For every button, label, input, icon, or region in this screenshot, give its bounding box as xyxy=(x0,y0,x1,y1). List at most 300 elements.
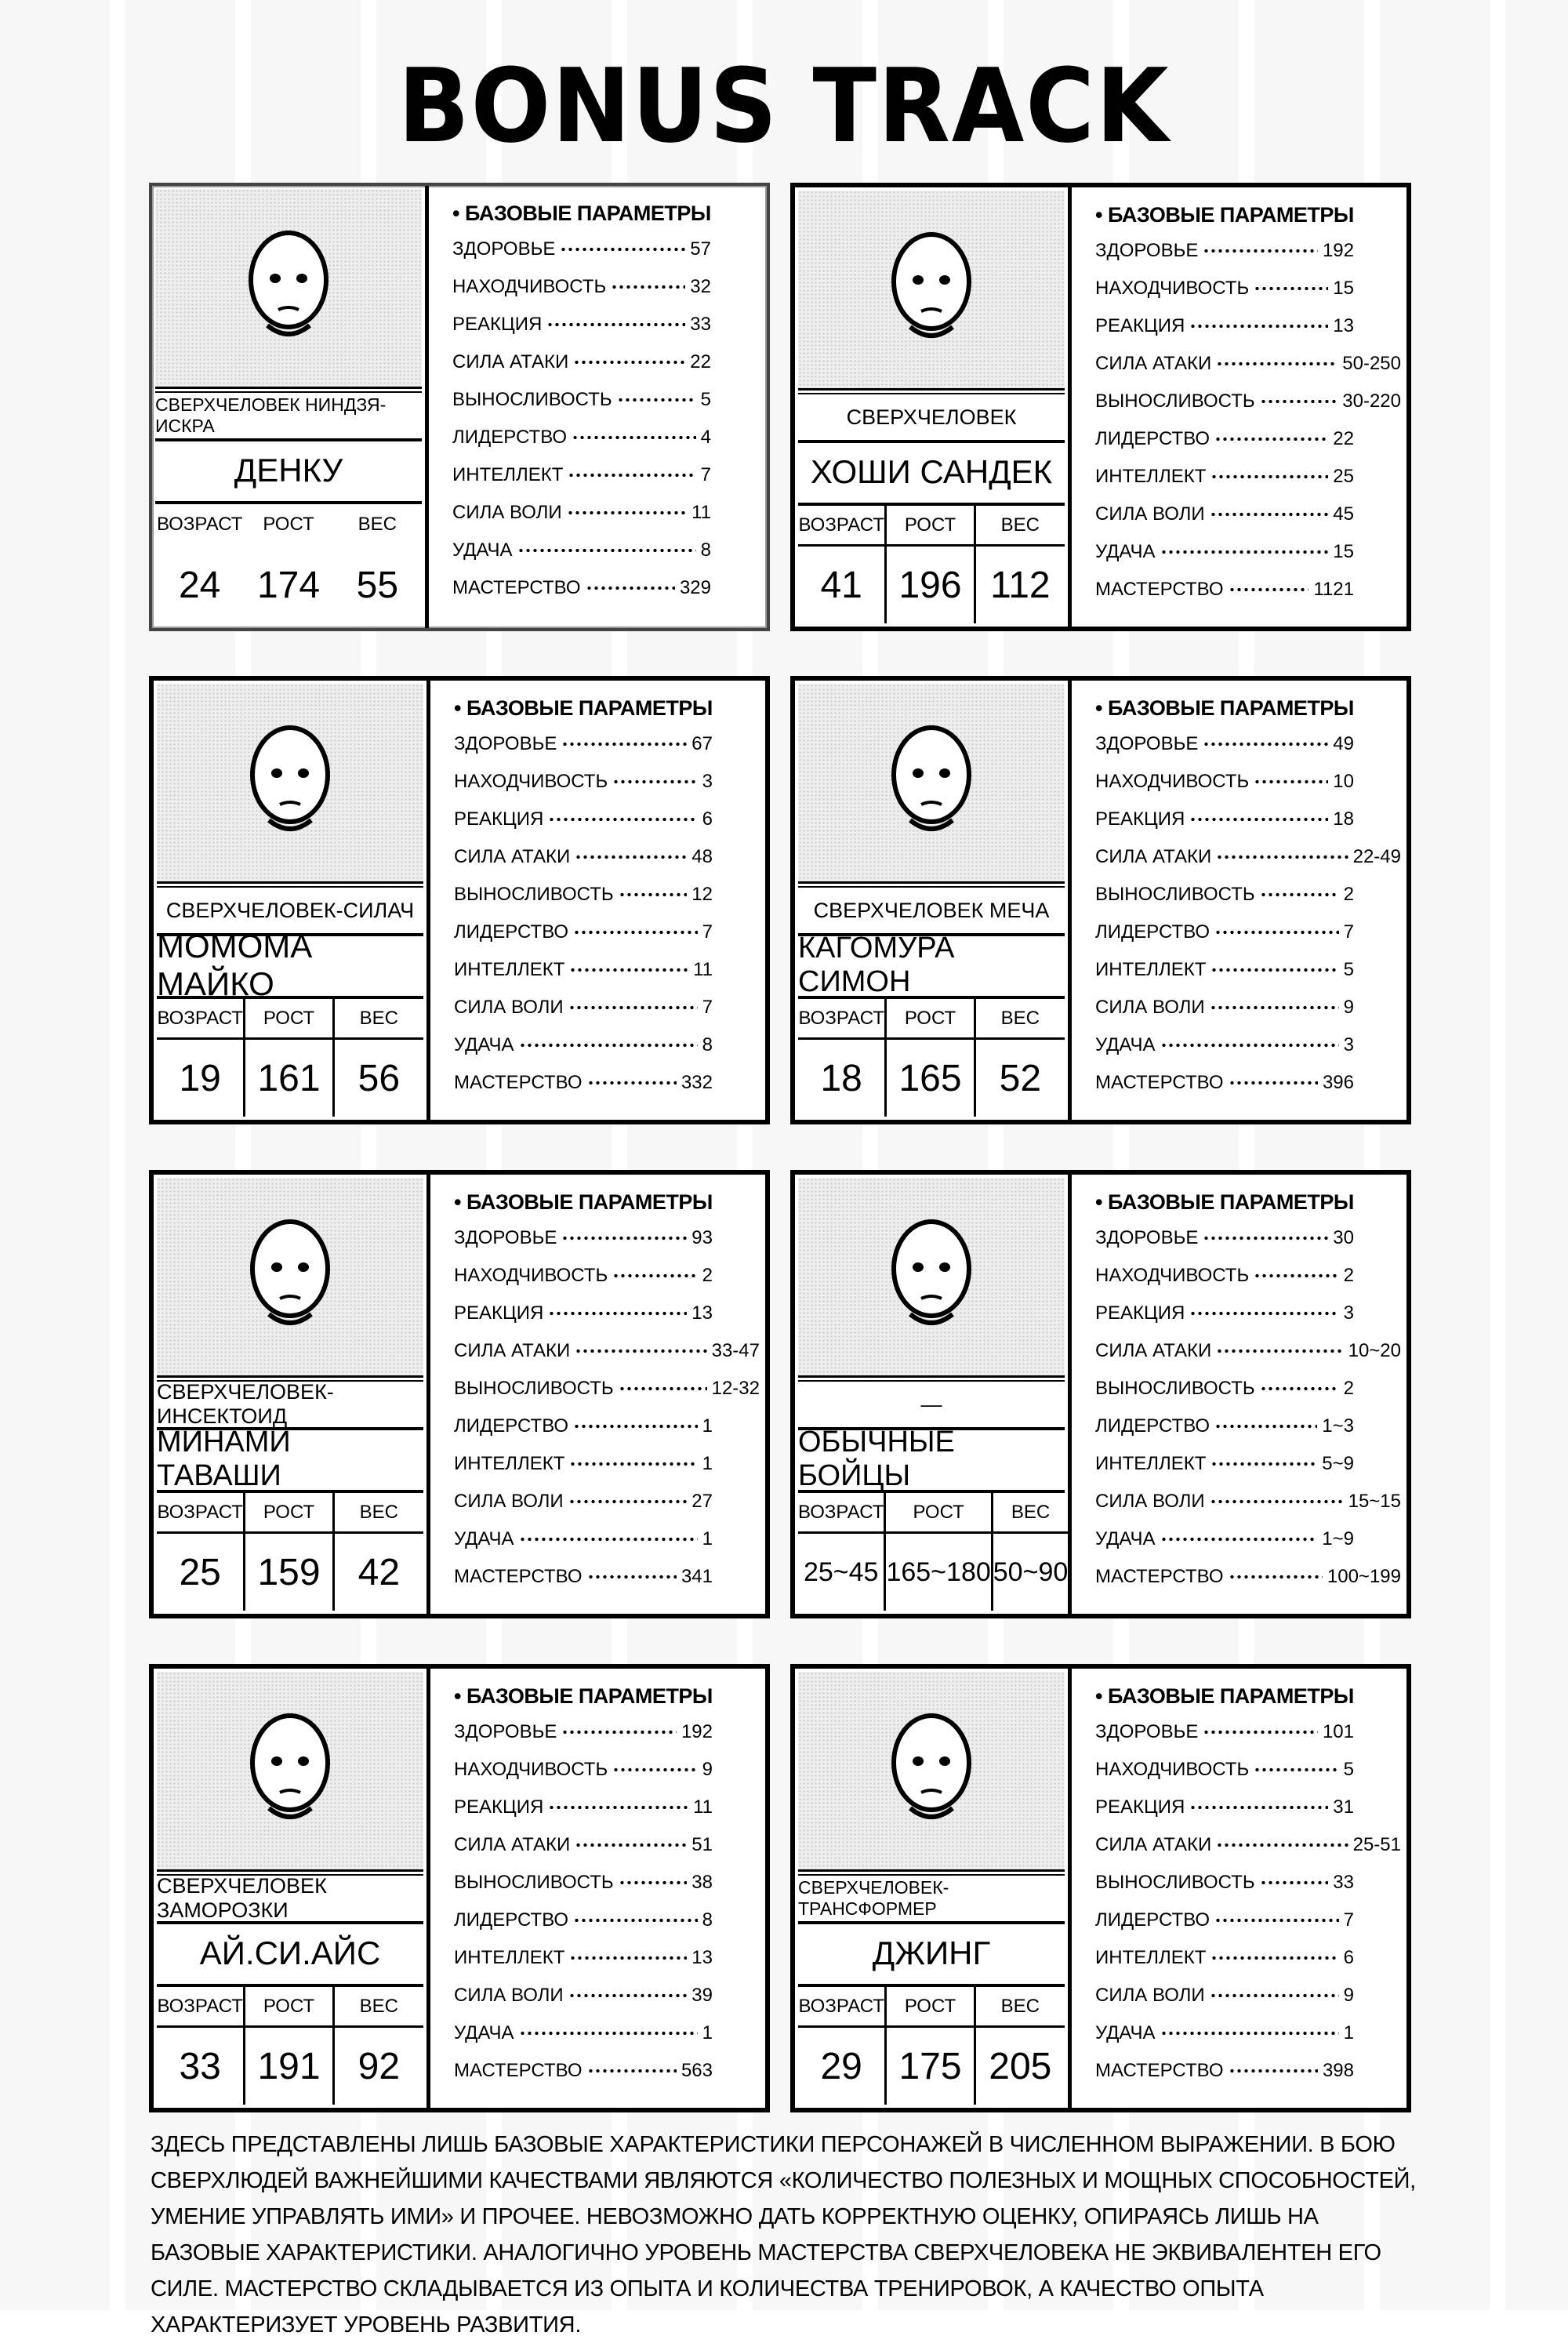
stat-value: 4 xyxy=(700,427,711,448)
body-metrics xyxy=(798,999,1065,1117)
stat-row xyxy=(1095,1370,1354,1408)
height-value: 174 xyxy=(256,564,321,606)
base-parameters-panel xyxy=(430,1175,765,1614)
dot-leader xyxy=(560,247,685,252)
portrait xyxy=(157,684,423,884)
body-metrics xyxy=(798,1987,1065,2105)
stat-value: 8 xyxy=(702,1034,713,1055)
stat-value: 9 xyxy=(1343,1985,1354,2006)
stat-label: ЗДОРОВЬЕ xyxy=(452,238,556,260)
stat-row xyxy=(452,569,711,607)
stat-label: МАСТЕРСТВО xyxy=(454,2060,583,2081)
role-label: СВЕРХЧЕЛОВЕК НИНДЗЯ-ИСКРА xyxy=(155,391,422,441)
base-parameters-panel xyxy=(429,186,767,628)
dot-leader xyxy=(1260,892,1339,897)
portrait xyxy=(157,1178,423,1378)
stat-row xyxy=(454,1713,713,1751)
dot-leader xyxy=(575,855,687,859)
stat-value: 11 xyxy=(693,1796,713,1818)
stat-value: 1121 xyxy=(1313,579,1354,600)
stat-label: УДАЧА xyxy=(454,1034,514,1055)
stat-row xyxy=(1095,801,1354,838)
dot-leader xyxy=(1210,512,1329,517)
stat-row xyxy=(1095,270,1354,307)
stat-row xyxy=(454,1902,713,1939)
role-label: СВЕРХЧЕЛОВЕК-ТРАНСФОРМЕР xyxy=(798,1874,1065,1924)
stat-label: ЗДОРОВЬЕ xyxy=(454,733,557,754)
stat-row xyxy=(1095,1064,1354,1102)
stat-label: ИНТЕЛЛЕКТ xyxy=(454,1453,565,1474)
weight-label: ВЕС xyxy=(335,1493,423,1534)
stat-label: СИЛА ВОЛИ xyxy=(1095,503,1205,525)
dot-leader xyxy=(519,1043,698,1048)
stat-value: 6 xyxy=(702,808,713,830)
dot-leader xyxy=(1216,1843,1348,1847)
dot-leader xyxy=(619,1880,688,1885)
stat-label: ЛИДЕРСТВО xyxy=(1095,1415,1210,1437)
stat-list xyxy=(454,1219,765,1596)
weight-label: ВЕС xyxy=(993,1493,1069,1534)
stat-label: ЛИДЕРСТВО xyxy=(454,921,569,943)
stat-value: 39 xyxy=(691,1985,713,2006)
stat-value: 12 xyxy=(691,884,713,905)
weight-value: 52 xyxy=(999,1057,1042,1099)
stat-row xyxy=(454,1257,713,1295)
stat-value: 93 xyxy=(691,1227,713,1248)
stat-value: 13 xyxy=(691,1947,713,1968)
stat-label: ИНТЕЛЛЕКТ xyxy=(1095,1453,1207,1474)
stat-value: 5~9 xyxy=(1322,1453,1354,1474)
dot-leader xyxy=(1160,1537,1318,1542)
stat-row xyxy=(454,1064,713,1102)
dot-leader xyxy=(1210,1956,1338,1960)
stat-label: СИЛА АТАКИ xyxy=(454,1340,571,1361)
stat-row xyxy=(452,268,711,306)
stat-row xyxy=(452,532,711,569)
stat-value: 3 xyxy=(702,771,713,792)
dot-leader xyxy=(568,1499,688,1504)
dot-leader xyxy=(1254,779,1328,784)
stat-label: МАСТЕРСТВО xyxy=(1095,579,1224,600)
dot-leader xyxy=(1203,742,1328,746)
ninja-helmet-lightning-face-icon xyxy=(230,217,347,358)
dot-leader xyxy=(612,1767,697,1772)
stat-value: 9 xyxy=(1343,997,1354,1018)
stat-label: РЕАКЦИЯ xyxy=(452,314,543,335)
stat-row xyxy=(454,1445,713,1483)
character-name: АЙ.СИ.АЙС xyxy=(157,1923,423,1987)
dot-leader xyxy=(1160,2031,1339,2036)
stat-row xyxy=(1095,2052,1354,2090)
girl-braids-face-icon xyxy=(231,712,349,853)
dot-leader xyxy=(1210,1993,1339,1998)
character-card-6 xyxy=(790,1170,1411,1618)
stat-label: ЛИДЕРСТВО xyxy=(1095,921,1210,943)
weight-label: ВЕС xyxy=(976,506,1065,547)
dot-leader xyxy=(548,817,697,822)
stat-row xyxy=(1095,1902,1354,1939)
stat-row xyxy=(1095,951,1354,989)
stat-label: ВЫНОСЛИВОСТЬ xyxy=(454,1872,614,1893)
params-header: • БАЗОВЫЕ ПАРАМЕТРЫ xyxy=(1095,696,1354,720)
dot-leader xyxy=(548,1805,688,1810)
stat-row xyxy=(1095,232,1354,270)
dot-leader xyxy=(587,1575,677,1579)
stat-value: 329 xyxy=(679,577,711,598)
stat-list xyxy=(454,725,765,1102)
dot-leader xyxy=(569,1462,697,1466)
stat-row xyxy=(1095,345,1401,383)
stat-row xyxy=(454,951,713,989)
dot-leader xyxy=(1254,286,1328,291)
dot-leader xyxy=(1254,1767,1338,1772)
dot-leader xyxy=(1189,1805,1328,1810)
stat-value: 33 xyxy=(690,314,711,335)
base-parameters-panel xyxy=(430,1669,765,2108)
stat-label: МАСТЕРСТВО xyxy=(1095,1072,1224,1093)
body-metrics xyxy=(798,506,1065,623)
stat-label: СИЛА АТАКИ xyxy=(1095,1834,1212,1855)
stat-value: 27 xyxy=(691,1491,713,1512)
stat-value: 1~3 xyxy=(1322,1415,1354,1437)
character-name: КАГОМУРА СИМОН xyxy=(798,935,1065,999)
stat-row xyxy=(1095,533,1354,571)
character-name: МИНАМИ ТАВАШИ xyxy=(157,1429,423,1493)
params-header: • БАЗОВЫЕ ПАРАМЕТРЫ xyxy=(454,696,713,720)
stat-label: УДАЧА xyxy=(1095,1528,1156,1549)
stat-label: ЛИДЕРСТВО xyxy=(454,1415,569,1437)
stat-label: ЗДОРОВЬЕ xyxy=(454,1227,557,1248)
dot-leader xyxy=(1216,361,1338,366)
stat-row xyxy=(1095,307,1354,345)
height-label: РОСТ xyxy=(263,514,314,535)
portrait xyxy=(798,1672,1065,1872)
stat-label: ЛИДЕРСТВО xyxy=(454,1909,569,1931)
stat-value: 3 xyxy=(1343,1034,1354,1055)
stat-label: ВЫНОСЛИВОСТЬ xyxy=(454,1378,614,1399)
dot-leader xyxy=(568,1005,698,1010)
character-card-4 xyxy=(790,676,1411,1124)
character-name: ОБЫЧНЫЕ БОЙЦЫ xyxy=(798,1429,1065,1493)
stat-value: 5 xyxy=(1343,959,1354,980)
stat-label: СИЛА АТАКИ xyxy=(1095,846,1212,867)
stat-value: 1 xyxy=(702,1528,713,1549)
portrait xyxy=(798,191,1065,390)
dot-leader xyxy=(586,586,675,590)
dot-leader xyxy=(519,2031,698,2036)
params-header: • БАЗОВЫЕ ПАРАМЕТРЫ xyxy=(1095,1190,1354,1214)
age-value: 24 xyxy=(178,564,221,606)
stat-value: 2 xyxy=(702,1265,713,1286)
stat-label: НАХОДЧИВОСТЬ xyxy=(454,771,608,792)
stat-row xyxy=(454,1483,713,1520)
stat-value: 25-51 xyxy=(1352,1834,1401,1855)
character-card-8 xyxy=(790,1664,1411,2112)
stat-value: 10 xyxy=(1333,771,1354,792)
stat-value: 48 xyxy=(691,846,713,867)
dot-leader xyxy=(619,1386,707,1391)
dot-leader xyxy=(1210,474,1328,479)
stat-row xyxy=(1095,1520,1354,1558)
stat-value: 18 xyxy=(1333,808,1354,830)
stat-label: ЛИДЕРСТВО xyxy=(1095,428,1210,449)
stat-value: 7 xyxy=(700,464,711,485)
dot-leader xyxy=(1203,249,1318,253)
dot-leader xyxy=(548,1311,687,1316)
stat-value: 25 xyxy=(1333,466,1354,487)
stat-list xyxy=(1095,725,1406,1102)
stat-value: 5 xyxy=(1343,1759,1354,1780)
stat-value: 50-250 xyxy=(1342,353,1401,374)
dot-leader xyxy=(611,285,685,289)
params-header: • БАЗОВЫЕ ПАРАМЕТРЫ xyxy=(454,1190,713,1214)
stat-value: 32 xyxy=(690,276,711,297)
stat-list xyxy=(1095,232,1406,608)
character-name: ХОШИ САНДЕК xyxy=(798,441,1065,506)
stat-row xyxy=(454,763,713,801)
stat-value: 192 xyxy=(681,1721,713,1742)
height-label: РОСТ xyxy=(245,1987,334,2028)
stat-value: 1 xyxy=(702,1453,713,1474)
stat-label: СИЛА ВОЛИ xyxy=(1095,997,1205,1018)
height-value: 191 xyxy=(245,2028,334,2105)
stat-row xyxy=(454,1864,713,1902)
stat-value: 22 xyxy=(1333,428,1354,449)
portrait xyxy=(155,189,422,389)
stat-value: 49 xyxy=(1333,733,1354,754)
profile-panel xyxy=(152,186,429,628)
age-label: ВОЗРАСТ xyxy=(798,506,887,547)
stat-label: МАСТЕРСТВО xyxy=(452,577,581,598)
stat-label: УДАЧА xyxy=(1095,541,1156,562)
body-metrics xyxy=(155,504,422,625)
stat-value: 1 xyxy=(1343,2022,1354,2043)
role-label: СВЕРХЧЕЛОВЕК xyxy=(798,393,1065,443)
dot-leader xyxy=(568,1993,688,1998)
stat-row xyxy=(1095,1713,1354,1751)
dot-leader xyxy=(1189,1311,1338,1316)
stat-label: МАСТЕРСТВО xyxy=(1095,2060,1224,2081)
stat-value: 10~20 xyxy=(1348,1340,1401,1361)
age-value: 25~45 xyxy=(798,1534,886,1611)
stat-label: УДАЧА xyxy=(452,539,513,561)
stat-value: 332 xyxy=(681,1072,713,1093)
stat-value: 7 xyxy=(702,997,713,1018)
dot-leader xyxy=(572,435,696,440)
stat-label: РЕАКЦИЯ xyxy=(1095,315,1185,336)
stat-row xyxy=(454,1520,713,1558)
dot-leader xyxy=(587,2069,677,2073)
stat-label: МАСТЕРСТВО xyxy=(1095,1566,1224,1587)
stat-row xyxy=(1095,914,1354,951)
stat-value: 192 xyxy=(1322,240,1354,261)
dot-leader xyxy=(1210,1499,1344,1504)
dot-leader xyxy=(1203,1730,1318,1735)
stat-value: 8 xyxy=(702,1909,713,1931)
dot-leader xyxy=(1210,1005,1339,1010)
character-card-2 xyxy=(790,183,1411,631)
stat-row xyxy=(1095,496,1354,533)
age-value: 33 xyxy=(157,2028,245,2105)
dot-leader xyxy=(561,742,687,746)
dot-leader xyxy=(569,1956,687,1960)
base-parameters-panel xyxy=(1072,1669,1406,2108)
stat-label: УДАЧА xyxy=(1095,1034,1156,1055)
params-header: • БАЗОВЫЕ ПАРАМЕТРЫ xyxy=(452,202,711,225)
dot-leader xyxy=(575,1843,687,1847)
stat-label: ВЫНОСЛИВОСТЬ xyxy=(452,389,612,410)
role-label: СВЕРХЧЕЛОВЕК МЕЧА xyxy=(798,886,1065,936)
height-value: 196 xyxy=(887,547,975,623)
stat-label: СИЛА АТАКИ xyxy=(454,1834,571,1855)
stat-value: 1~9 xyxy=(1322,1528,1354,1549)
weight-label: ВЕС xyxy=(976,1987,1065,2028)
dot-leader xyxy=(1214,437,1328,441)
dot-leader xyxy=(561,1236,687,1241)
stat-value: 398 xyxy=(1322,2060,1354,2081)
flat-top-man-face-icon xyxy=(873,1700,990,1841)
bald-headband-face-icon xyxy=(873,219,990,360)
stat-label: ВЫНОСЛИВОСТЬ xyxy=(1095,884,1255,905)
height-label: РОСТ xyxy=(245,999,334,1040)
dot-leader xyxy=(619,892,688,897)
dot-leader xyxy=(1210,968,1338,972)
role-label: СВЕРХЧЕЛОВЕК ЗАМОРОЗКИ xyxy=(157,1874,423,1924)
profile-panel xyxy=(154,1669,430,2108)
stat-row xyxy=(1095,1789,1354,1826)
character-name: МОМОМА МАЙКО xyxy=(157,935,423,999)
stat-value: 38 xyxy=(691,1872,713,1893)
stat-label: СИЛА АТАКИ xyxy=(1095,353,1212,374)
stat-row xyxy=(452,419,711,456)
stat-label: СИЛА ВОЛИ xyxy=(1095,1491,1205,1512)
stat-label: СИЛА АТАКИ xyxy=(452,351,569,372)
dot-leader xyxy=(612,1273,697,1278)
stat-row xyxy=(454,914,713,951)
stat-value: 15 xyxy=(1333,541,1354,562)
height-label: РОСТ xyxy=(887,1987,975,2028)
age-value: 29 xyxy=(798,2028,887,2105)
stat-value: 30-220 xyxy=(1342,390,1401,412)
stat-row xyxy=(452,343,711,381)
base-parameters-panel xyxy=(1072,1175,1406,1614)
stat-row xyxy=(1095,383,1401,420)
age-label: ВОЗРАСТ xyxy=(798,999,887,1040)
stat-label: ВЫНОСЛИВОСТЬ xyxy=(1095,1872,1255,1893)
dot-leader xyxy=(1210,1462,1317,1466)
stat-label: МАСТЕРСТВО xyxy=(454,1072,583,1093)
dot-leader xyxy=(587,1081,677,1085)
stat-row xyxy=(1095,2014,1354,2052)
stat-value: 67 xyxy=(691,733,713,754)
dot-leader xyxy=(1229,2069,1318,2073)
stat-label: НАХОДЧИВОСТЬ xyxy=(452,276,607,297)
stat-label: ИНТЕЛЛЕКТ xyxy=(452,464,564,485)
character-name: ДЖИНГ xyxy=(798,1923,1065,1987)
stat-value: 563 xyxy=(681,2060,713,2081)
height-label: РОСТ xyxy=(886,1493,993,1534)
dot-leader xyxy=(561,1730,677,1735)
stat-row xyxy=(1095,989,1354,1026)
dot-leader xyxy=(1214,930,1339,935)
stat-row xyxy=(454,1219,713,1257)
stat-list xyxy=(1095,1713,1406,2090)
stat-value: 22-49 xyxy=(1352,846,1401,867)
stat-label: РЕАКЦИЯ xyxy=(1095,808,1185,830)
stat-row xyxy=(1095,1257,1354,1295)
dot-leader xyxy=(1203,1236,1328,1241)
dot-leader xyxy=(1260,1880,1329,1885)
stat-row xyxy=(454,1558,713,1596)
base-parameters-panel xyxy=(1072,681,1406,1120)
body-metrics xyxy=(798,1493,1069,1611)
bowtie-man-face-icon xyxy=(231,1700,349,1841)
age-value: 25 xyxy=(157,1534,245,1611)
stat-label: РЕАКЦИЯ xyxy=(454,1796,544,1818)
stat-value: 15 xyxy=(1333,278,1354,299)
stat-value: 341 xyxy=(681,1566,713,1587)
weight-value: 56 xyxy=(358,1057,401,1099)
stat-value: 45 xyxy=(1333,503,1354,525)
stat-label: ЗДОРОВЬЕ xyxy=(1095,240,1199,261)
height-value: 159 xyxy=(245,1534,334,1611)
stat-row xyxy=(454,801,713,838)
bob-hair-bug-eyes-face-icon xyxy=(231,1206,349,1347)
stat-row xyxy=(1095,1295,1354,1332)
dot-leader xyxy=(1214,1424,1317,1429)
stat-label: СИЛА АТАКИ xyxy=(1095,1340,1212,1361)
stat-value: 30 xyxy=(1333,1227,1354,1248)
stat-label: ЛИДЕРСТВО xyxy=(452,427,568,448)
stat-list xyxy=(1095,1219,1406,1596)
stat-row xyxy=(452,231,711,268)
profile-panel xyxy=(795,1669,1072,2108)
page-title: BONUS TRACK xyxy=(397,46,1171,165)
stat-label: ЗДОРОВЬЕ xyxy=(454,1721,557,1742)
footnote: ЗДЕСЬ ПРЕДСТАВЛЕНЫ ЛИШЬ БАЗОВЫЕ ХАРАКТЕРИСТИКИ ПЕРСОНАЖЕЙ В ЧИСЛЕННОМ ВЫРАЖЕНИИ. В БОЮ СВЕРХЛЮДЕЙ ВАЖНЕЙШИМИ КАЧЕСТВАМИ ЯВЛЯЮТСЯ «КОЛИЧЕСТВО ПОЛЕЗНЫХ И МОЩНЫХ СПОСОБНОСТЕЙ, УМЕНИЕ УПРАВЛЯТЬ ИМИ» И ПРОЧЕЕ. НЕВОЗМОЖНО ДАТЬ КОРРЕКТНУЮ ОЦЕНКУ, ОПИРАЯСЬ ЛИШЬ НА БАЗОВЫЕ ХАРАКТЕРИСТИКИ. АНАЛОГИЧНО УРОВЕНЬ МАСТЕРСТВА СВЕРХЧЕЛОВЕКА НЕ ЭКВИВАЛЕНТЕН ЕГО СИЛЕ. МАСТЕРСТВО СКЛАДЫВАЕТСЯ ИЗ ОПЫТА И КОЛИЧЕСТВА ТРЕНИРОВОК, А КАЧЕСТВО ОПЫТА ХАРАКТЕРИЗУЕТ УРОВЕНЬ РАЗВИТИЯ. xyxy=(151,2132,1416,2338)
stat-label: ИНТЕЛЛЕКТ xyxy=(1095,466,1207,487)
stat-row xyxy=(1095,763,1354,801)
profile-panel xyxy=(154,1175,430,1614)
character-name: ДЕНКУ xyxy=(155,440,422,504)
weight-value: 55 xyxy=(356,564,399,606)
stat-label: СИЛА ВОЛИ xyxy=(454,1491,564,1512)
stat-value: 22 xyxy=(690,351,711,372)
weight-value: 42 xyxy=(358,1551,401,1593)
stat-value: 51 xyxy=(691,1834,713,1855)
dot-leader xyxy=(1260,399,1338,404)
dot-leader xyxy=(1160,550,1329,554)
age-label: ВОЗРАСТ xyxy=(157,999,245,1040)
stat-row xyxy=(454,2052,713,2090)
weight-value: 205 xyxy=(989,2045,1052,2087)
stat-row xyxy=(454,1408,713,1445)
stat-value: 6 xyxy=(1343,1947,1354,1968)
profile-panel xyxy=(154,681,430,1120)
stat-label: НАХОДЧИВОСТЬ xyxy=(454,1265,608,1286)
stat-row xyxy=(1095,1445,1354,1483)
profile-panel xyxy=(795,187,1072,627)
stat-label: МАСТЕРСТВО xyxy=(454,1566,583,1587)
dot-leader xyxy=(1254,1273,1338,1278)
stat-row xyxy=(454,1789,713,1826)
stat-row xyxy=(454,989,713,1026)
dot-leader xyxy=(1189,817,1328,822)
character-card-3 xyxy=(149,676,770,1124)
stat-row xyxy=(454,838,713,876)
age-label: ВОЗРАСТ xyxy=(798,1987,887,2028)
age-label: ВОЗРАСТ xyxy=(157,1987,245,2028)
